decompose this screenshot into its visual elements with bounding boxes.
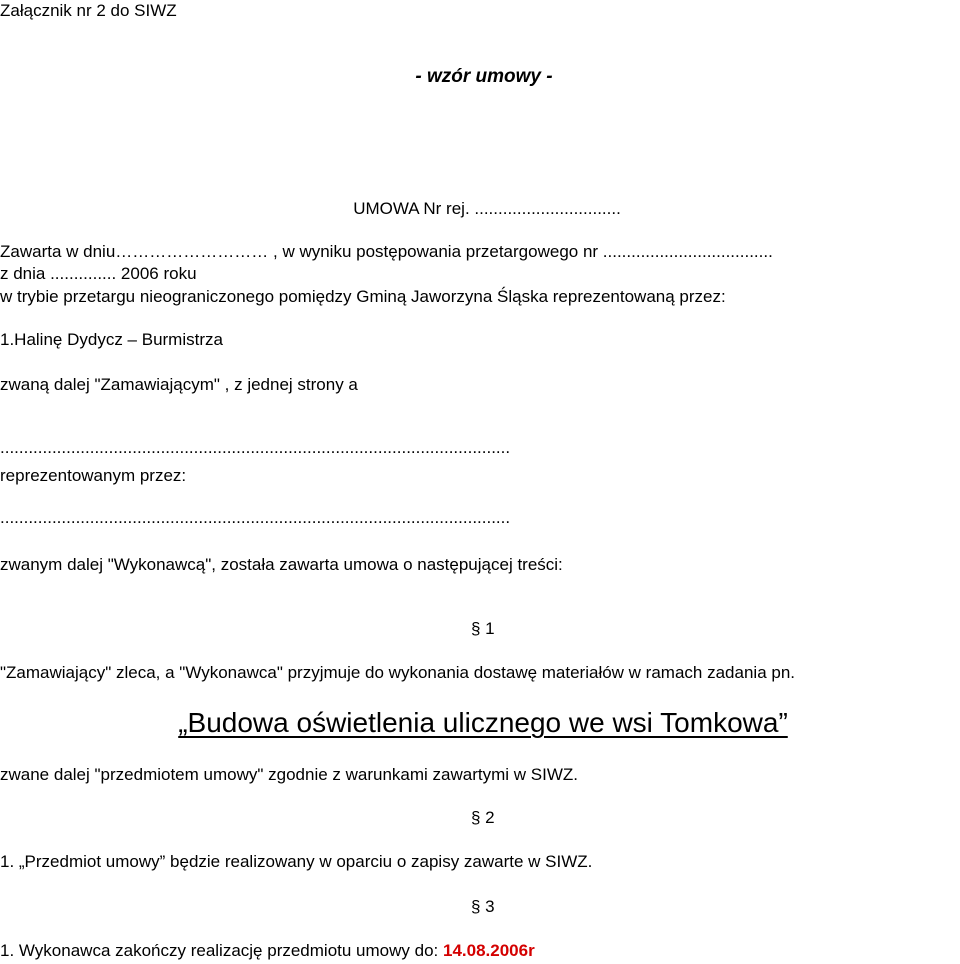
contractor-representative-placeholder: ............................................................................................................	[0, 508, 511, 527]
section-3-heading: § 3	[471, 897, 495, 916]
ordering-party-line: zwaną dalej "Zamawiającym" , z jednej strony a	[0, 375, 358, 394]
section-2-heading: § 2	[471, 808, 495, 827]
contract-title: UMOWA Nr rej. ...............................	[353, 199, 621, 218]
section-1-text: "Zamawiający" zleca, a "Wykonawca" przyjmuje do wykonania dostawę materiałów w ramach zadania pn.	[0, 663, 795, 682]
concluded-line: Zawarta w dniu……………………… , w wyniku postępowania przetargowego nr ....................................	[0, 242, 773, 261]
section-1-heading: § 1	[471, 619, 495, 638]
project-title-text: „Budowa oświetlenia ulicznego we wsi Tomkowa”	[178, 707, 788, 738]
document-subtitle: - wzór umowy -	[415, 66, 553, 87]
subject-line: zwane dalej "przedmiotem umowy" zgodnie z warunkami zawartymi w SIWZ.	[0, 765, 578, 784]
contractor-name-placeholder: ............................................................................................................	[0, 438, 511, 457]
procurement-mode-line: w trybie przetargu nieograniczonego pomiędzy Gminą Jaworzyna Śląska reprezentowaną przez:	[0, 287, 726, 306]
section-3-text-prefix: 1. Wykonawca zakończy realizację przedmiotu umowy do:	[0, 941, 443, 960]
date-line: z dnia .............. 2006 roku	[0, 264, 197, 283]
completion-date: 14.08.2006r	[442, 941, 535, 960]
contractor-line: zwanym dalej "Wykonawcą", została zawarta umowa o następującej treści:	[0, 555, 563, 574]
project-title	[3, 706, 960, 740]
annex-label: Załącznik nr 2 do SIWZ	[0, 1, 177, 20]
section-2-text: 1. „Przedmiot umowy” będzie realizowany w oparciu o zapisy zawarte w SIWZ.	[0, 852, 593, 871]
represented-by-line: reprezentowanym przez:	[0, 466, 187, 485]
section-3-text	[0, 941, 535, 961]
representative-line: 1.Halinę Dydycz – Burmistrza	[0, 330, 223, 349]
